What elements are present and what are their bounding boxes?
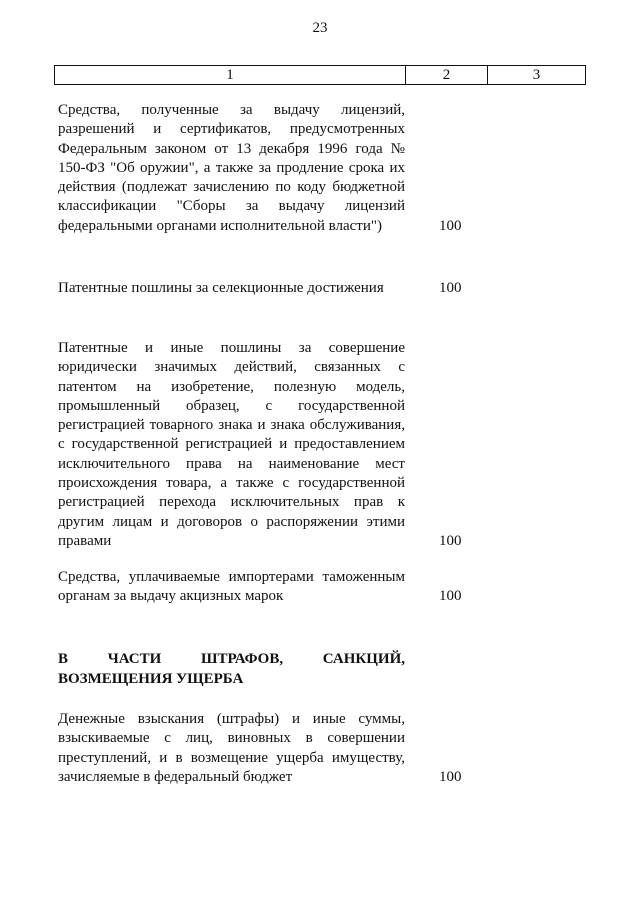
entry-percentage: 100 — [439, 768, 462, 785]
revenue-entry-patent-fees — [58, 339, 462, 551]
entry-description: Средства, полученные за выдачу лицензий, разрешений и сертификатов, предусмотренных Федеральным законом от 13 декабря 1996 года № 150-ФЗ "Об оружии", а также за продление срока их действия (подлежат зачислению по коду бюджетной классификации "Сборы за выдачу лицензий федеральными органами исполнительной власти") — [58, 102, 405, 234]
revenue-entry-excise-stamps — [58, 568, 462, 607]
revenue-entry-fines — [58, 710, 462, 787]
entry-description: Средства, уплачиваемые импортерами таможенным органам за выдачу акцизных марок — [58, 569, 405, 605]
column-header-2: 2 — [406, 66, 488, 84]
revenue-entry-selection-patents — [58, 279, 462, 298]
revenue-entry-licenses — [58, 101, 462, 236]
column-header-table — [54, 65, 586, 85]
entry-percentage: 100 — [439, 280, 462, 296]
column-header-1: 1 — [55, 66, 406, 84]
entry-description: Патентные пошлины за селекционные достижения — [58, 280, 384, 296]
entry-description: Денежные взыскания (штрафы) и иные суммы, взыскиваемые с лиц, виновных в совершении преступлений, и в возмещение ущерба имуществу, зачисляемые в федеральный бюджет — [58, 711, 405, 785]
entry-percentage: 100 — [439, 588, 462, 605]
column-header-3: 3 — [532, 66, 541, 83]
entry-description: Патентные и иные пошлины за совершение юридически значимых действий, связанных с патентом на изобретение, полезную модель, промышленный образец, с государственной регистрацией товарного знака и знака обслуживания, с государственной регистрацией и предоставлением исключительного права на наименование мест происхождения товара, а также с государственной регистрацией перехода исключительных прав к другим лицам и договоров о распоряжении этими правами — [58, 340, 405, 549]
entry-percentage: 100 — [439, 532, 462, 549]
page-number: 23 — [312, 20, 328, 36]
section-heading: В ЧАСТИ ШТРАФОВ, САНКЦИЙ, ВОЗМЕЩЕНИЯ УЩЕРБА — [58, 651, 405, 687]
entry-percentage: 100 — [439, 217, 462, 234]
